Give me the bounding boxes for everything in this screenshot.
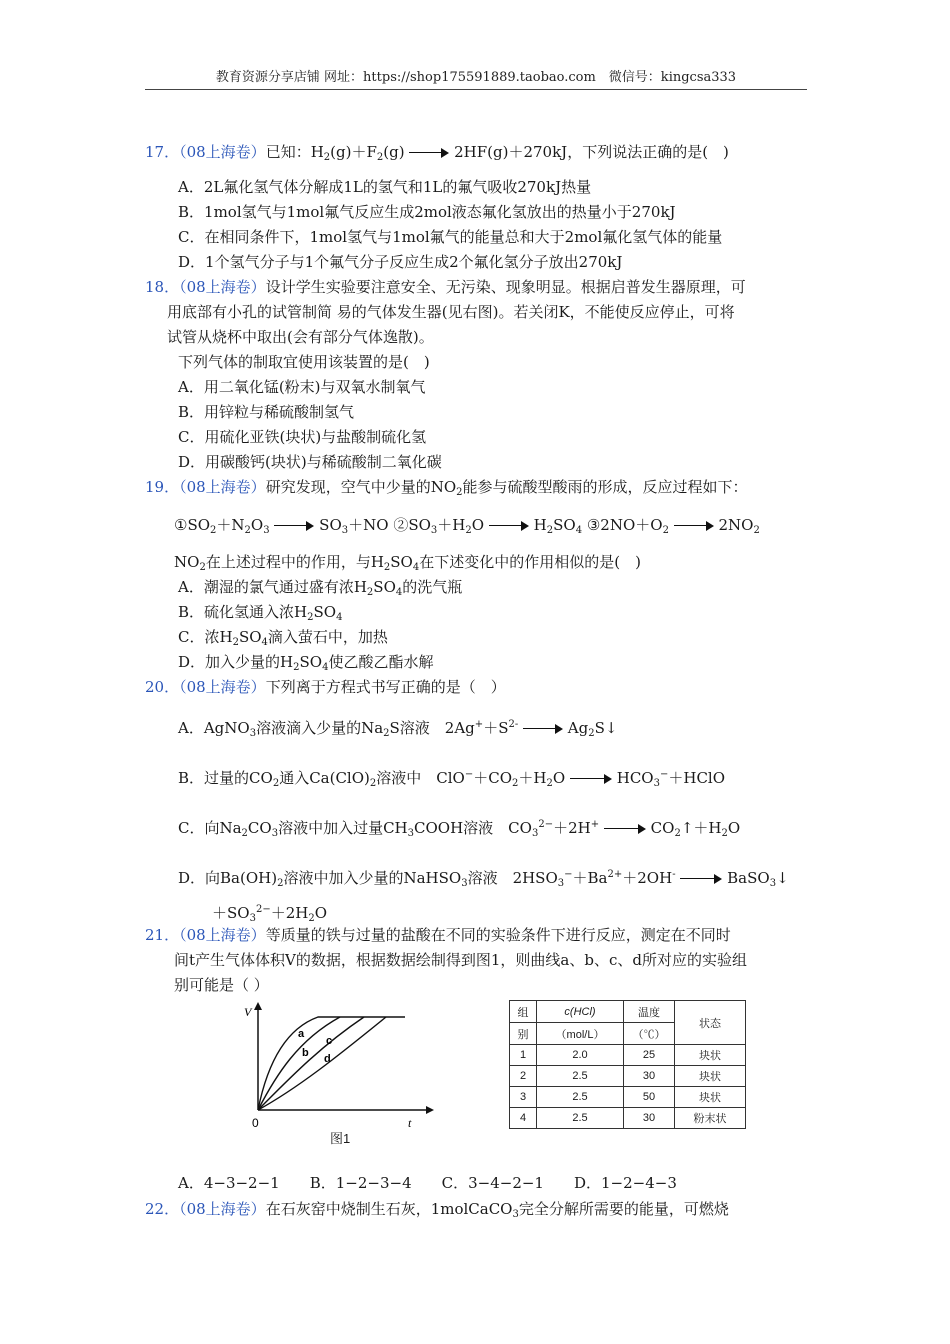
q18-stem: 18．（08上海卷）设计学生实验要注意安全、无污染、现象明显。根据启普发生器原理，可 xyxy=(145,278,746,296)
x-axis-label: t xyxy=(408,1116,412,1130)
question-number: 18． xyxy=(145,278,180,296)
source-tag: （08上海卷） xyxy=(179,1200,266,1218)
q17-option-b: B．1mol氢气与1mol氟气反应生成2mol液态氟化氢放出的热量小于270kJ xyxy=(178,203,676,221)
table-header-row xyxy=(510,1001,746,1023)
header-state: 状态 xyxy=(675,1001,746,1045)
q18-option-b: B．用锌粒与稀硫酸制氢气 xyxy=(178,403,355,421)
q19-stem: 19．（08上海卷）研究发现，空气中少量的$NO_2$能参与硫酸型酸雨的形成，反应过程如下： xyxy=(145,478,748,498)
curve-a xyxy=(258,1017,405,1110)
q17-option-d: D．1个氢气分子与1个氟气分子反应生成2个氟化氢分子放出270kJ xyxy=(178,253,623,271)
q17-option-a: A．2L氟化氢气体分解成1L的氢气和1L的氟气吸收270kJ热量 xyxy=(178,178,592,196)
header-concentration: c(HCl) xyxy=(537,1001,624,1023)
q20-option-c: C．向$Na_2CO_3$溶液中加入过量$CH_3COOH$溶液 $CO_3^{2-}+2H^+$ $CO_2↑+H_2O$ xyxy=(178,819,741,839)
q21-answer-options: A．4−3−2−1 B．1−2−3−4 C．3−4−2−1 D．1−2−4−3 xyxy=(178,1174,677,1192)
q21-stem: 21．（08上海卷）等质量的铁与过量的盐酸在不同的实验条件下进行反应，测定在不同时 xyxy=(145,926,731,944)
source-tag: （08上海卷） xyxy=(179,926,266,944)
q19-option-a: A．潮湿的氯气通过盛有浓$H_2SO_4$的洗气瓶 xyxy=(178,578,463,598)
header-temperature: （℃） xyxy=(624,1023,675,1045)
table-row: 3 2.5 50 块状 xyxy=(510,1087,746,1108)
q19-question: $NO_2$在上述过程中的作用，与$H_2SO_4$在下述变化中的作用相似的是( ) xyxy=(174,553,641,573)
curve-a-label: a xyxy=(298,1028,305,1040)
q18-stem-line2: 用底部有小孔的试管制简 易的气体发生器(见右图)。若关闭K，不能使反应停止，可将 xyxy=(167,303,735,321)
q19-option-c: C．浓$H_2SO_4$滴入萤石中，加热 xyxy=(178,628,388,648)
header-concentration: （mol/L） xyxy=(537,1023,624,1045)
origin-label: 0 xyxy=(252,1116,259,1130)
curve-c-label: c xyxy=(326,1035,333,1047)
q17-stem: 17．（08上海卷）已知：$H_2(g)+F_2(g)$ 2HF(g)＋270kJ，下列说法正确的是( ) xyxy=(145,143,729,163)
q21-stem-line3: 别可能是（ ） xyxy=(174,976,269,994)
reaction-arrow-icon xyxy=(523,724,563,734)
volume-time-graph xyxy=(240,1000,440,1130)
q20-option-b: B．过量的$CO_2$通入$Ca(ClO)_2$溶液中 $ClO^-+CO_2+H_2O$ $HCO_3^-+HClO$ xyxy=(178,769,726,789)
page-header: 教育资源分享店铺 网址：https://shop175591889.taobao.com 微信号：kingcsa333 xyxy=(145,66,807,90)
q22-stem: 22．（08上海卷）在石灰窑中烧制生石灰，1molCaCO$_3$完全分解所需要的能量，可燃烧 xyxy=(145,1200,729,1220)
y-axis-arrow-icon xyxy=(254,1002,262,1010)
table-row: 4 2.5 30 粉末状 xyxy=(510,1108,746,1129)
curve-b-label: b xyxy=(302,1047,309,1059)
y-axis-label: V xyxy=(244,1005,252,1019)
q20-option-a: A．AgNO$_3$溶液滴入少量的$Na_2S$溶液 $2Ag^++S^{2-}$ $Ag_2S↓$ xyxy=(178,719,618,739)
q20-stem: 20．（08上海卷）下列离于方程式书写正确的是（ ） xyxy=(145,678,506,696)
header-group: 别 xyxy=(510,1023,537,1045)
q20-option-d-continued: $+SO_3^{2-}+2H_2O$ xyxy=(212,904,328,924)
figure-caption: 图1 xyxy=(330,1131,351,1146)
table-row: 2 2.5 30 块状 xyxy=(510,1066,746,1087)
reaction-arrow-icon xyxy=(674,521,714,531)
q17-option-c: C．在相同条件下，1mol氢气与1mol氟气的能量总和大于2mol氟化氢气体的能量 xyxy=(178,228,723,246)
q19-reactions: $①SO_2+N_2O_3$ $SO_3+NO$ $②SO_3+H_2O$ $H_2SO_4$ $③2NO+O_2$ $2NO_2$ xyxy=(174,516,760,536)
question-number: 17． xyxy=(145,143,180,161)
q18-stem-line3: 试管从烧杯中取出(会有部分气体逸散)。 xyxy=(167,328,434,346)
curve-d xyxy=(258,1017,386,1110)
q19-option-d: D．加入少量的$H_2SO_4$使乙酸乙酯水解 xyxy=(178,653,434,673)
question-number: 19． xyxy=(145,478,180,496)
question-number: 21． xyxy=(145,926,180,944)
header-temperature: 温度 xyxy=(624,1001,675,1023)
q18-option-c: C．用硫化亚铁(块状)与盐酸制硫化氢 xyxy=(178,428,427,446)
header-group: 组 xyxy=(510,1001,537,1023)
experiment-table xyxy=(509,1000,746,1129)
reaction-arrow-icon xyxy=(489,521,529,531)
source-tag: （08上海卷） xyxy=(179,678,266,696)
reaction-arrow-icon xyxy=(570,774,612,784)
reaction-arrow-icon xyxy=(274,521,314,531)
source-tag: （08上海卷） xyxy=(179,143,266,161)
q18-option-a: A．用二氧化锰(粉末)与双氧水制氧气 xyxy=(178,378,426,396)
curve-c xyxy=(258,1017,364,1110)
q18-stem-line4: 下列气体的制取宜使用该装置的是( ) xyxy=(178,353,430,371)
reaction-arrow-icon xyxy=(604,824,646,834)
reaction-arrow-icon xyxy=(680,874,722,884)
q20-option-d: D．向$Ba(OH)_2$溶液中加入少量的NaHSO$_3$溶液 $2HSO_3^-+Ba^{2+}+2OH^-$ BaSO$_3$↓ xyxy=(178,869,789,889)
q21-stem-line2: 间t产生气体体积V的数据，根据数据绘制得到图1，则曲线a、b、c、d所对应的实验组 xyxy=(174,951,747,969)
source-tag: （08上海卷） xyxy=(179,478,266,496)
q18-option-d: D．用碳酸钙(块状)与稀硫酸制二氧化碳 xyxy=(178,453,442,471)
question-number: 20． xyxy=(145,678,180,696)
table-row: 1 2.0 25 块状 xyxy=(510,1045,746,1066)
source-tag: （08上海卷） xyxy=(179,278,266,296)
curve-d-label: d xyxy=(324,1053,331,1065)
q19-option-b: B．硫化氢通入浓$H_2SO_4$ xyxy=(178,603,343,623)
reaction-arrow-icon xyxy=(409,148,449,158)
x-axis-arrow-icon xyxy=(426,1106,434,1114)
question-number: 22． xyxy=(145,1200,180,1218)
